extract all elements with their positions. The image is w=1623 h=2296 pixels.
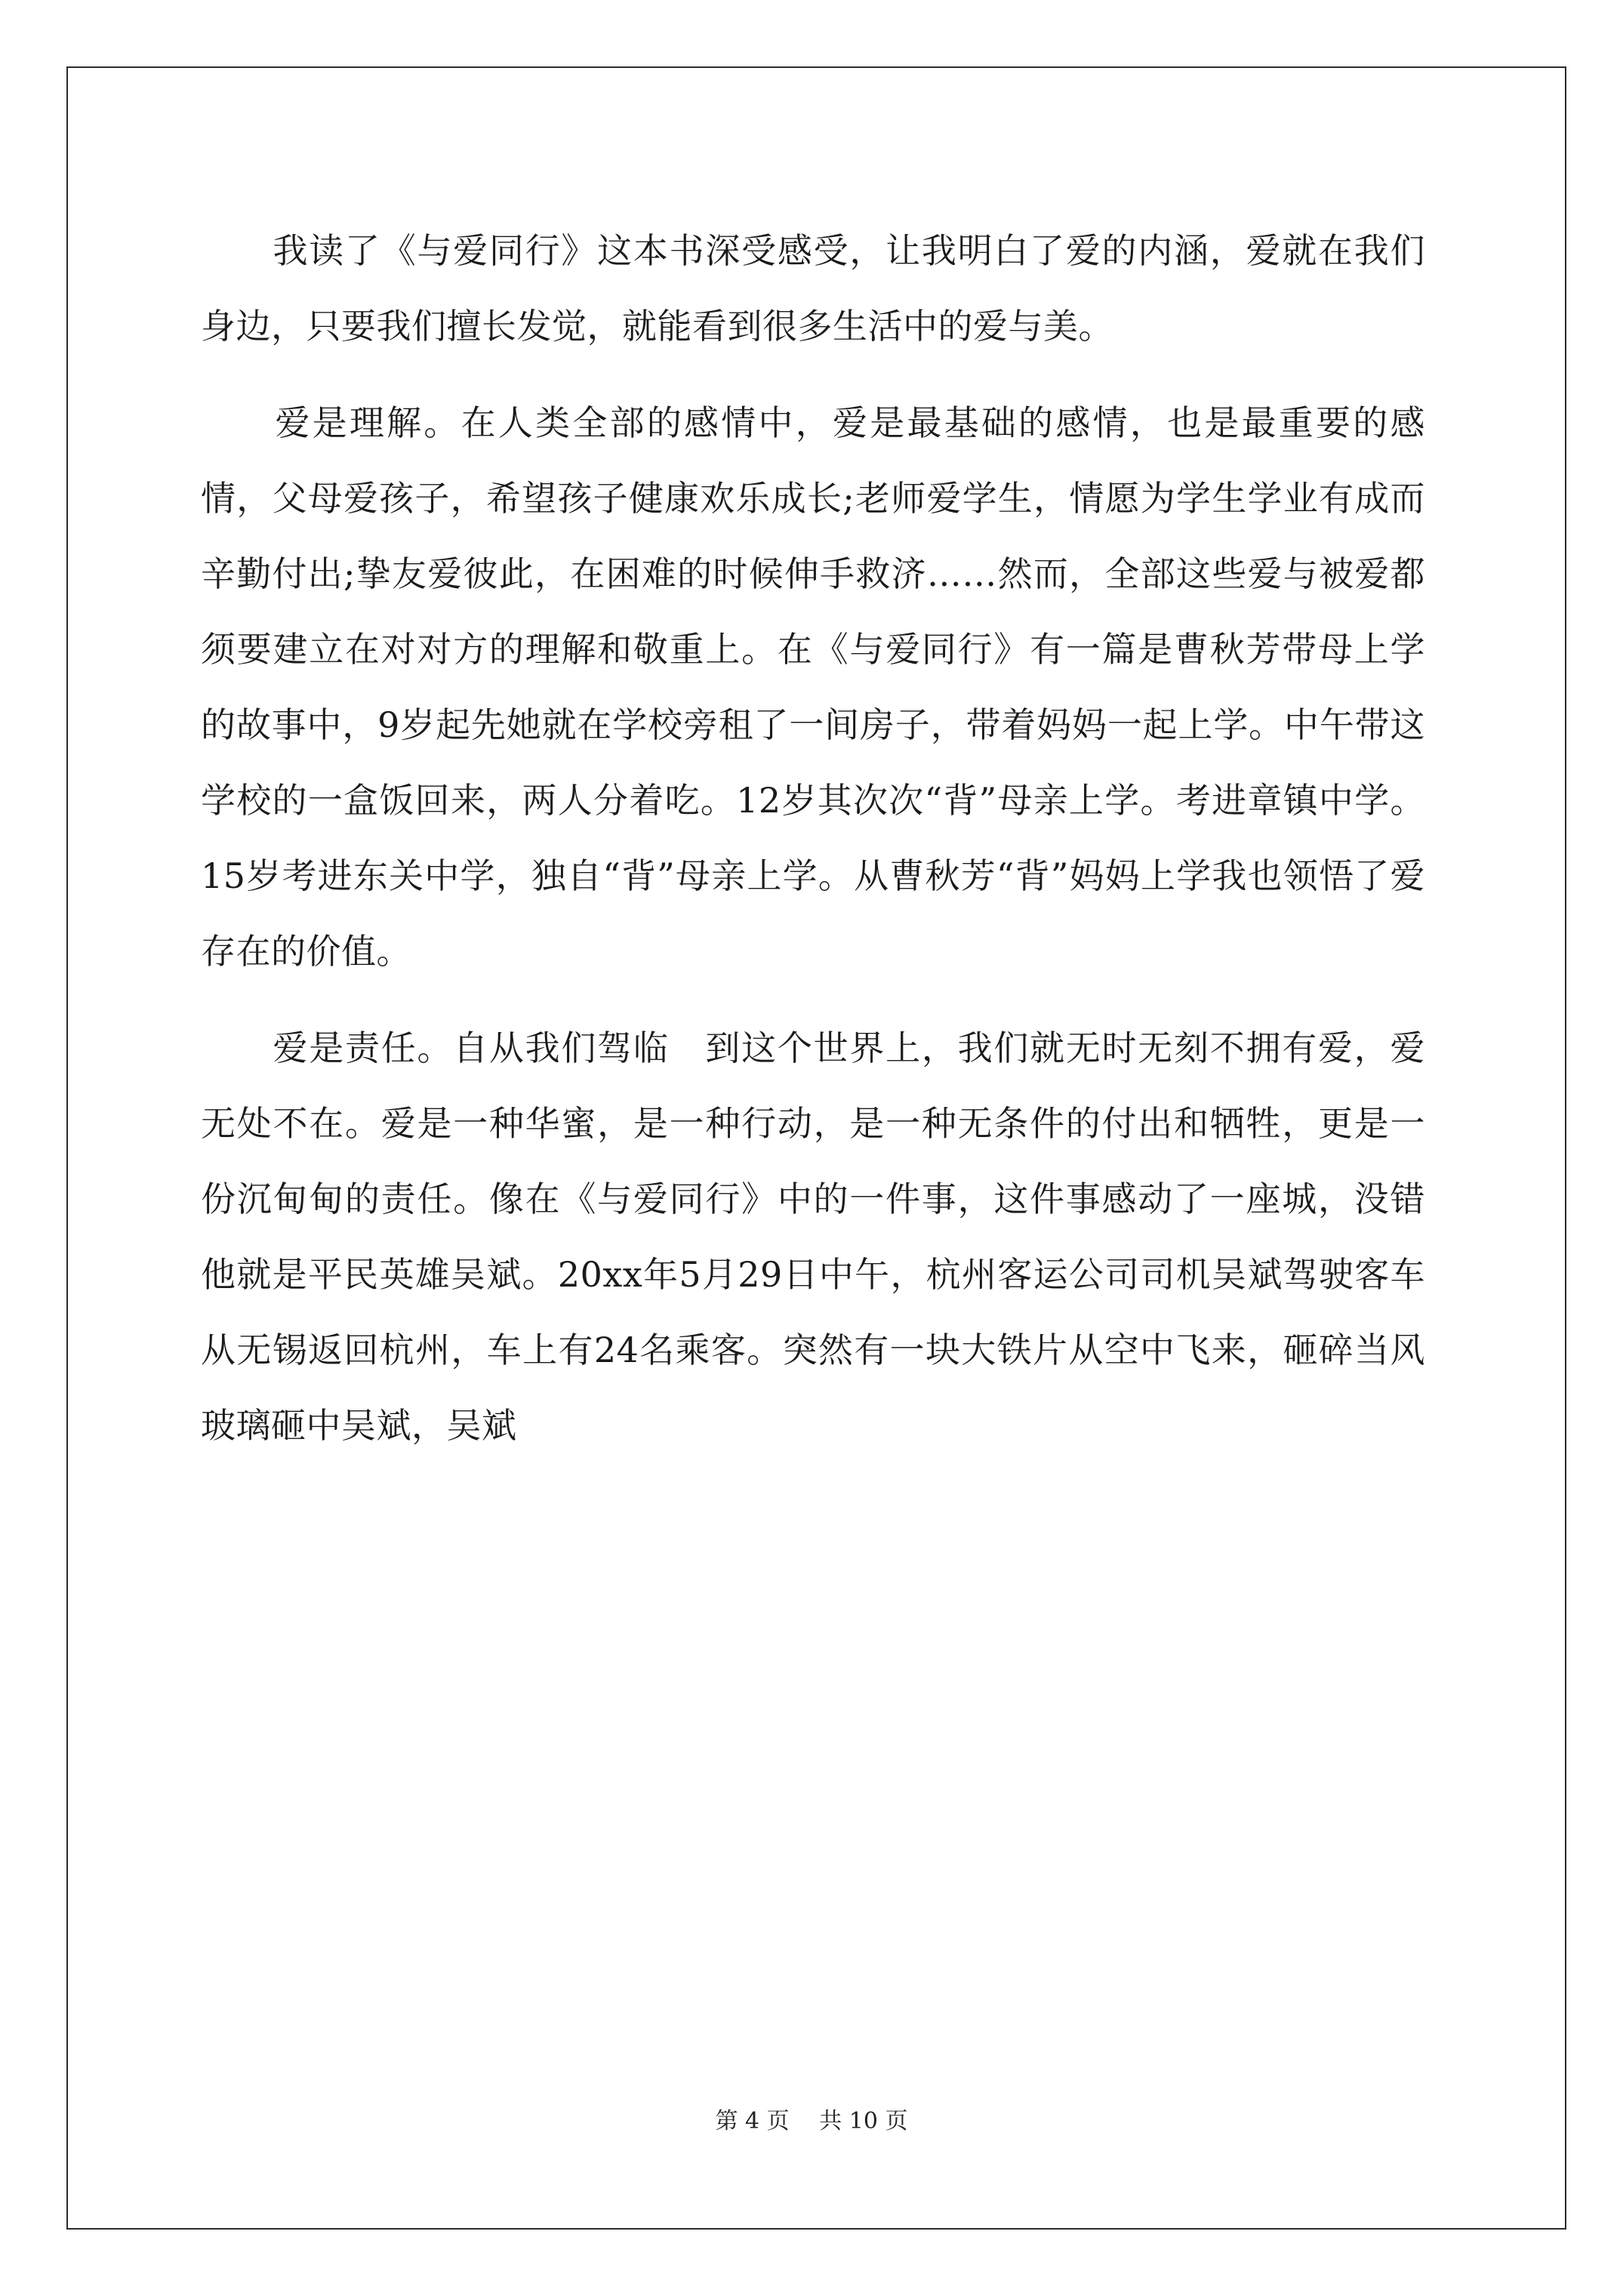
paragraph-2: 爱是理解。在人类全部的感情中，爱是最基础的感情，也是最重要的感情，父母爱孩子，希望孩子健康欢乐成长;老师爱学生，情愿为学生学业有成而辛勤付出;挚友爱彼此，在困难的时候伸手救济……然而，全部这些爱与被爱都须要建立在对对方的理解和敬重上。在《与爱同行》有一篇是曹秋芳带母上学的故事中，9岁起先她就在学校旁租了一间房子，带着妈妈一起上学。中午带这学校的一盒饭回来，两人分着吃。12岁其次次“背”母亲上学。考进章镇中学。15岁考进东关中学，独自“背”母亲上学。从曹秋芳“背”妈妈上学我也领悟了爱存在的价值。 bbox=[201, 402, 1425, 972]
paragraph-3: 爱是责任。自从我们驾临 到这个世界上，我们就无时无刻不拥有爱，爱无处不在。爱是一种华蜜，是一种行动，是一种无条件的付出和牺牲，更是一份沉甸甸的责任。像在《与爱同行》中的一件事，这件事感动了一座城，没错他就是平民英雄吴斌。20xx年5月29日中午，杭州客运公司司机吴斌驾驶客车从无锡返回杭州，车上有24名乘客。突然有一块大铁片从空中飞来，砸碎当风玻璃砸中吴斌，吴斌 bbox=[201, 1028, 1425, 1446]
document-body bbox=[201, 213, 1425, 1463]
paragraph-1: 我读了《与爱同行》这本书深受感受，让我明白了爱的内涵，爱就在我们身边，只要我们擅长发觉，就能看到很多生活中的爱与美。 bbox=[201, 230, 1425, 347]
page-number-footer: 第 4 页 共 10 页 bbox=[715, 2108, 908, 2134]
